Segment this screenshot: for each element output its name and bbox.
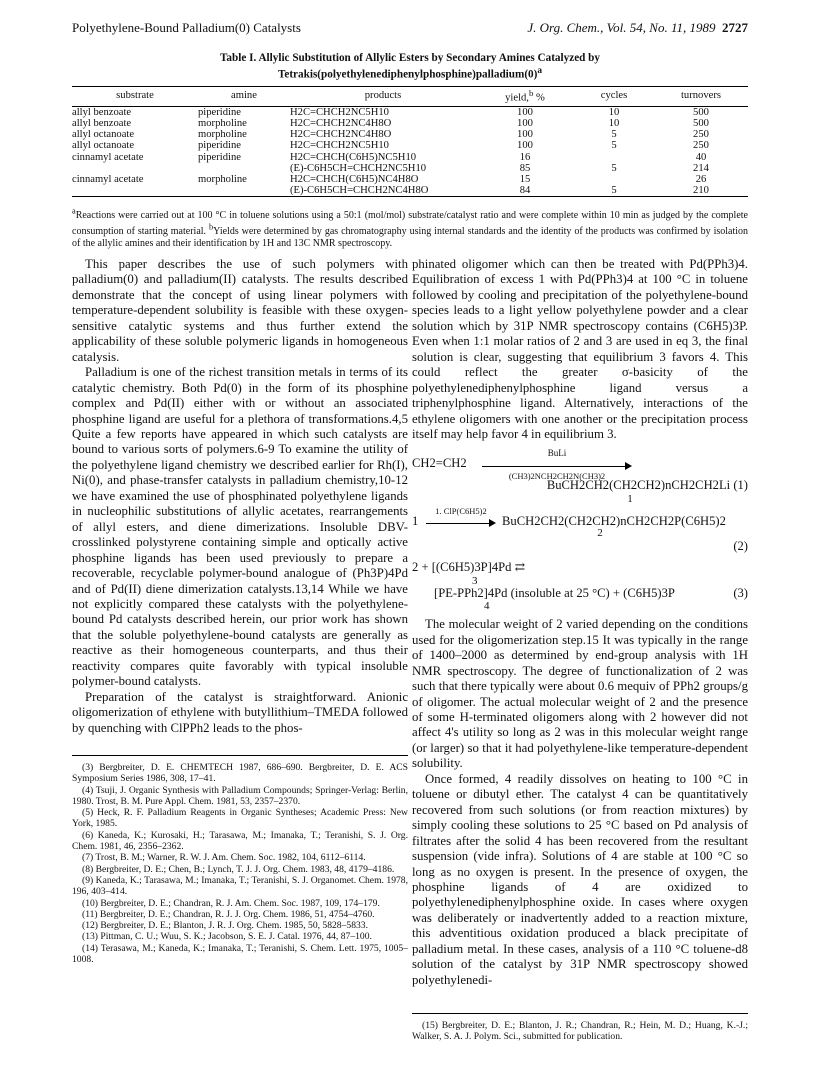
table-cell: 500 [693, 106, 709, 118]
reference-entry: (10) Bergbreiter, D. E.; Chandran, R. J. Am. Chem. Soc. 1987, 109, 174–179. [82, 897, 380, 909]
right-column [412, 257, 748, 988]
reference-entry: (9) Kaneda, K.; Tarasawa, M.; Imanaka, T.; Teranishi, S. J. Organomet. Chem. 1978, 196, 403–414. [72, 874, 408, 898]
table-title [60, 52, 760, 82]
eq2-number: (2) [733, 538, 748, 553]
paragraph: Preparation of the catalyst is straightforward. Anionic oligomerization of ethylene with butyllithium–TMEDA followed by quenching with ClPPh2 leads to the phos- [72, 689, 408, 735]
table-title-line1: Table I. Allylic Substitution of Allylic Esters by Secondary Amines Catalyzed by [220, 52, 600, 64]
table-cell: 500 [693, 117, 709, 129]
table-cell: 250 [693, 129, 709, 141]
table-cell [198, 163, 290, 174]
table-header-row [72, 87, 748, 106]
reference-entry: (6) Kaneda, K.; Kurosaki, H.; Tarasawa, M.; Imanaka, T.; Teranishi, S. J. Org. Chem. 1981, 46, 2356–2362. [72, 829, 408, 853]
eq1-product: BuCH2CH2(CH2CH2)nCH2CH2Li [546, 478, 731, 493]
table-cell: 210 [693, 185, 709, 197]
footnote-b: $^b$Yields were determined by gas chromatography using internal standards and the identity of the products was confirmed by isolation of the allylic amines and their identification by 1H and 13C NMR spectroscopy. [72, 222, 749, 249]
eq1-number: (1) [733, 478, 748, 493]
table-row [72, 163, 748, 174]
table-title-footnote-mark: a [537, 66, 543, 76]
table-cell: 250 [693, 140, 709, 152]
table-cell: 15 [519, 173, 531, 185]
table-row [72, 152, 748, 163]
equation-1: CH2=CH2 BuLi (CH3)2NCH2CH2N(CH3)2 BuCH2CH2(CH2CH2)nCH2CH2Li (1) 1 [412, 448, 748, 505]
col-products: products [290, 87, 476, 106]
reference-entry: (15) Bergbreiter, D. E.; Blanton, J. R.; Chandran, R.; Hein, M. D.; Huang, K.-J.; Walker, S. A. J. Polym. Sci., submitted for publication. [412, 1020, 748, 1043]
paragraph: Once formed, 4 readily dissolves on heating to 100 °C in toluene or dibutyl ether. The catalyst 4 can be quantitatively recovered from such solutions (or from reaction mixtures) by simply cooling these solutions to 25 °C based on Pd analysis of filtrates after the solid 4 has been recovered from the resultant suspension (vide infra). Solutions of 4 are stable at 100 °C so long as no oxygen is present. In the presence of oxygen, the phosphine ligands of 4 are oxidized to polyethylenediphenylphosphine oxide. In cases where oxygen was deliberately or inadvertently added to a reaction mixture, this adventitious oxidation produced a black precipitate of palladium metal. In these cases, analysis of a 110 °C toluene-d8 solution of the catalyst by 31P NMR spectroscopy showed polyethylenedi- [412, 771, 748, 987]
table-cell: 40 [695, 151, 707, 163]
col-substrate: substrate [72, 87, 198, 106]
table-title-line2: Tetrakis(polyethylenediphenylphosphine)palladium(0) [277, 68, 538, 81]
paragraph: phinated oligomer which can then be treated with Pd(PPh3)4. Equilibration of excess 1 with Pd(PPh3)4 at 100 °C in toluene followed by cooling and precipitation of the polyethylene-bound species leads to a light yellow polyethylene powder and a clear solution which by 31P NMR spectroscopy contains (C6H5)3P. Even when 1:1 molar ratios of 2 and 3 are used in eq 3, the final solution is clear, suggesting that equilibrium 3 favors 4. This could reflect the greater σ-basicity of the polyethylenediphenylphosphine ligand versus a triphenylphosphine ligand. Alternatively, interactions of the ethylene oligomers with one another or the precipitation process itself may help favor 4 in equilibrium 3. [412, 257, 748, 441]
page-number: 2727 [722, 20, 748, 35]
table-cell: piperidine [198, 151, 241, 163]
eq1-reagent-top: BuLi [547, 448, 567, 459]
reference-entry: (11) Bergbreiter, D. E.; Chandran, R. J. J. Org. Chem. 1986, 51, 4754–4760. [82, 908, 375, 920]
reference-entry: (5) Heck, R. F. Palladium Reagents in Organic Syntheses; Academic Press: New York, 1985. [72, 807, 408, 830]
table-cell: allyl octanoate [72, 129, 135, 141]
reference-entry: (14) Terasawa, M.; Kaneda, K.; Imanaka, T.; Teranishi, S. Chem. Lett. 1975, 1005–1008. [72, 942, 408, 966]
table-cell: 100 [517, 106, 533, 118]
table-cell: H2C=CHCH2NC4H8O [290, 129, 392, 141]
table-cell: allyl benzoate [72, 117, 132, 129]
table-cell [574, 174, 654, 185]
table-cell: 100 [517, 129, 533, 141]
table-cell: cinnamyl acetate [72, 151, 144, 163]
table-cell: (E)-C6H5CH=CHCH2NC5H10 [290, 162, 427, 174]
table-cell: H2C=CHCH(C6H5)NC5H10 [290, 151, 417, 163]
table-cell: allyl octanoate [72, 140, 135, 152]
table-row [72, 140, 748, 151]
table-cell: 16 [519, 151, 531, 163]
table-cell: piperidine [198, 140, 241, 152]
table-cell: H2C=CHCH2NC5H10 [290, 106, 389, 118]
col-turnovers: turnovers [654, 87, 748, 106]
references-right [412, 1013, 748, 1043]
eq2-arrow [426, 517, 496, 529]
table-cell: 5 [611, 185, 617, 197]
table-cell: 26 [695, 173, 707, 185]
table-cell: 84 [519, 185, 531, 197]
table-row [72, 185, 748, 196]
paragraph: The molecular weight of 2 varied depending on the conditions used for the oligomerization step.15 It was typically in the range of 1400–2000 as determined by end-group analysis with 1H NMR spectroscopy. The degree of functionalization of 2 was such that there typically were about 0.6 mequiv of PPh2 groups/g of oligomer. The actual molecular weight of 2 and the presence of some H-terminated oligomers along with 2 however did not affect 4's utility so long as 2 was in this molecular weight range (or larger) so that it had polyethylene-like temperature-dependent solubility. [412, 617, 748, 771]
eq3-line1: 2 + [(C6H5)3P]4Pd ⇄ [412, 560, 526, 575]
eq3-line2: [PE-PPh2]4Pd (insoluble at 25 °C) + (C6H5)3P [434, 585, 675, 600]
table-cell [574, 152, 654, 163]
eq1-reagent-bottom: (CH3)2NCH2CH2N(CH3)2 [508, 471, 606, 482]
table-cell: H2C=CHCH2NC5H10 [290, 140, 389, 152]
paragraph: Palladium is one of the richest transition metals in terms of its catalytic chemistry. Both Pd(0) in the form of its phosphine complex and Pd(II) either with or without an associated phosphine ligand are useful for a plethora of transformations.4,5 Quite a few reports have appeared in which such catalysts are bound to various sorts of polymers.6-9 To examine the utility of the polyethylene ligand chemistry we described earlier for Rh(I), Ni(0), and phase-transfer catalysts in palladium chemistry,10-12 we have examined the use of phosphinated polyethylene ligands in nucleophilic substitutions of allylic acetates, rearrangements of allyl esters, and diene dimerizations. Insoluble DBV-crosslinked polystyrene containing simple and optically active phosphine ligands has been used previously to prepare a recoverable, recyclable polymer-bound analogue of (Ph3P)4Pd and of Pd(II) diene dimerization catalysts.13,14 While we have not explicitly compared these catalysts with the polyethylene-bound Pd catalysts described herein, our prior work has shown that the soluble polyethylene-bound catalysts are generally as reactive as their homogeneous counterparts, and thus their reactivity compares quite favorably with typical insoluble polymer-bound catalysts. [72, 365, 408, 689]
table-cell [72, 185, 198, 196]
reference-entry: (13) Pittman, C. U.; Wuu, S. K.; Jacobson, S. E. J. Catal. 1976, 44, 87–100. [82, 931, 372, 943]
table-cell: 10 [608, 117, 620, 129]
reference-entry: (7) Trost, B. M.; Warner, R. W. J. Am. Chem. Soc. 1982, 104, 6112–6114. [82, 852, 366, 864]
equation-3: 2 + [(C6H5)3P]4Pd ⇄ 3 [PE-PPh2]4Pd (insoluble at 25 °C) + (C6H5)3P (3) 4 [412, 560, 748, 613]
table-cell: H2C=CHCH2NC4H8O [290, 117, 392, 129]
reference-entry: (12) Bergbreiter, D. E.; Blanton, J. R. J. Org. Chem. 1985, 50, 5828–5833. [82, 920, 368, 932]
table-cell: 5 [611, 140, 617, 152]
table-cell: 10 [608, 106, 620, 118]
journal-name: J. Org. Chem., Vol. 54, No. 11, 1989 [527, 20, 716, 35]
table-cell [72, 163, 198, 174]
reference-entry: (3) Bergbreiter, D. E. CHEMTECH 1987, 686–690. Bergbreiter, D. E. ACS Symposium Series 1986, 308, 17–41. [72, 762, 408, 785]
table-cell: cinnamyl acetate [72, 173, 144, 185]
col-yield: yield,$^b$ % [476, 87, 574, 106]
table-cell: morpholine [198, 173, 247, 185]
reference-entry: (4) Tsuji, J. Organic Synthesis with Palladium Compounds; Springer-Verlag: Berlin, 1980. Trost, B. M. Pure Appl. Chem. 1981, 53, 2357–2370. [72, 784, 408, 807]
table-cell: 5 [611, 162, 617, 174]
footnote-a: $^a$Reactions were carried out at 100 °C in toluene solutions using a 50:1 (mol/mol) substrate/catalyst ratio and were complete within 10 min as judged by the complete consumption of starting material. [72, 207, 748, 238]
left-column [72, 257, 408, 736]
eq1-reactant: CH2=CH2 [412, 456, 467, 471]
col-amine: amine [198, 87, 290, 106]
table-row [72, 129, 748, 140]
table-cell [198, 185, 290, 196]
table-cell: allyl benzoate [72, 106, 132, 118]
equation-2: 1 1. ClP(C6H5)2 BuCH2CH2(CH2CH2)nCH2CH2P(C6H5)2 2 (2) [412, 505, 748, 553]
table-cell: (E)-C6H5CH=CHCH2NC4H8O [290, 185, 429, 197]
eq2-reagent: 1. ClP(C6H5)2 [435, 505, 487, 516]
eq2-product: BuCH2CH2(CH2CH2)nCH2CH2P(C6H5)2 [502, 513, 726, 528]
running-header: Polyethylene-Bound Palladium(0) Catalysts [72, 20, 301, 35]
table-cell: morpholine [198, 117, 247, 129]
col-cycles: cycles [574, 87, 654, 106]
eq3-number: (3) [733, 585, 748, 600]
table-cell: 214 [693, 162, 709, 174]
table-footnotes [72, 206, 748, 249]
table-cell: 100 [517, 117, 533, 129]
table-cell: piperidine [198, 106, 241, 118]
table-cell: morpholine [198, 129, 247, 141]
table-cell: 100 [517, 140, 533, 152]
paragraph: This paper describes the use of such polymers with palladium(0) and palladium(II) catalysts. The results described demonstrate that the concept of using linear polymers with temperature-dependent solubility is feasible with these oxygen-sensitive catalytic systems and thus further extend the applicability of these soluble polymeric ligands in homogeneous catalysis. [72, 257, 408, 364]
table-row [72, 106, 748, 118]
journal-citation [527, 20, 748, 36]
references-left [72, 755, 408, 965]
results-table [72, 86, 748, 197]
table-row [72, 174, 748, 185]
reference-entry: (8) Bergbreiter, D. E.; Chen, B.; Lynch, T. J. J. Org. Chem. 1983, 48, 4179–4186. [82, 863, 395, 875]
table-cell: 5 [611, 129, 617, 141]
table-row [72, 118, 748, 129]
table-cell: H2C=CHCH(C6H5)NC4H8O [290, 173, 419, 185]
table-cell: 85 [519, 162, 531, 174]
eq2-reactant: 1 [412, 513, 419, 528]
